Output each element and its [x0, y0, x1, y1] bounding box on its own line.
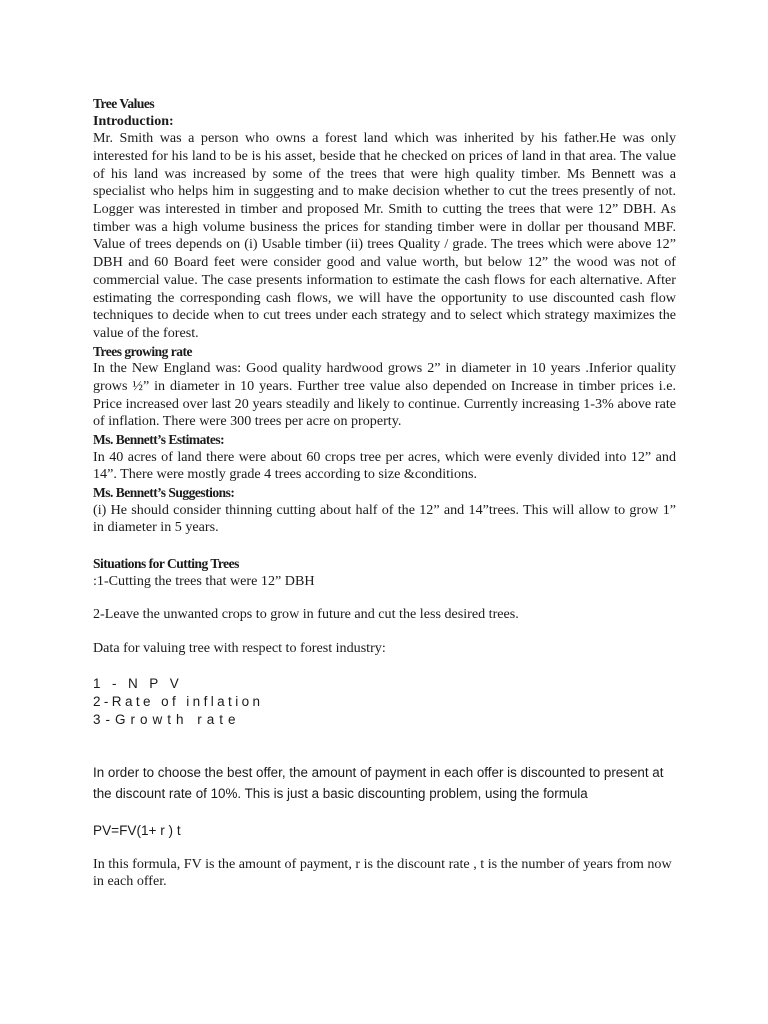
list-item-inflation: 2-Rate of inflation: [93, 693, 264, 709]
growing-rate-heading: Trees growing rate: [93, 343, 192, 359]
offer-paragraph: In order to choose the best offer, the amount of payment in each offer is discounted to present at the discount rate of 10%. This is just a basic discounting problem, using the formula: [93, 764, 664, 801]
list-item-npv: 1-NPV: [93, 675, 191, 691]
suggestions-paragraph: (i) He should consider thinning cutting about half of the 12” and 14”trees. This will allow to grow 1” in diameter in 5 years.: [93, 501, 676, 536]
formula-explanation: In this formula, FV is the amount of payment, r is the discount rate , t is the number of years from now in each offer.: [93, 855, 672, 890]
situations-heading: Situations for Cutting Trees: [93, 556, 239, 572]
situation-item-2: 2-Leave the unwanted crops to grow in future and cut the less desired trees.: [93, 606, 519, 623]
formula-text: PV=FV(1+ r ) t: [93, 822, 181, 838]
introduction-heading: Introduction:: [93, 113, 174, 129]
data-intro-text: Data for valuing tree with respect to forest industry:: [93, 640, 386, 657]
introduction-paragraph: Mr. Smith was a person who owns a forest land which was inherited by his father.He was only interested for his land to be is his asset, beside that he checked on prices of land in that area. The value of his land was increased by some of the trees that were high quality timber. Ms Bennett was a specialist who helps him in suggesting and to make decision whether to cut the trees presently of not. Logger was interested in timber and proposed Mr. Smith to cutting the trees that were 12” DBH. As timber was a high volume business the prices for standing timber were in dollar per thousand MBF. Value of trees depends on (i) Usable timber (ii) trees Quality / grade. The trees which were above 12” DBH and 60 Board feet were consider good and value worth, but below 12” the wood was not of commercial value. The case presents information to estimate the cash flows for each alternative. After estimating the corresponding cash flows, we will have the opportunity to use discounted cash flow techniques to decide when to cut trees under each strategy and to select which strategy maximizes the value of the forest.: [93, 130, 676, 341]
estimates-heading: Ms. Bennett’s Estimates:: [93, 432, 225, 448]
estimates-paragraph: In 40 acres of land there were about 60 crops tree per acres, which were evenly divided into 12” and 14”. There were mostly grade 4 trees according to size &conditions.: [93, 448, 676, 483]
growing-rate-paragraph: In the New England was: Good quality hardwood grows 2” in diameter in 10 years .Inferior quality grows ½” in diameter in 10 years. Further tree value also depended on Increase in timber prices i.e. Price increased over last 20 years steadily and likely to continue. Currently increasing 1-3% above rate of inflation. There were 300 trees per acre on property.: [93, 360, 676, 430]
list-item-growth: 3-Growth rate: [93, 711, 241, 727]
situation-item-1: :1-Cutting the trees that were 12” DBH: [93, 572, 315, 589]
document-title: Tree Values: [93, 96, 155, 111]
document-page: [93, 95, 676, 891]
suggestions-heading: Ms. Bennett’s Suggestions:: [93, 485, 235, 501]
